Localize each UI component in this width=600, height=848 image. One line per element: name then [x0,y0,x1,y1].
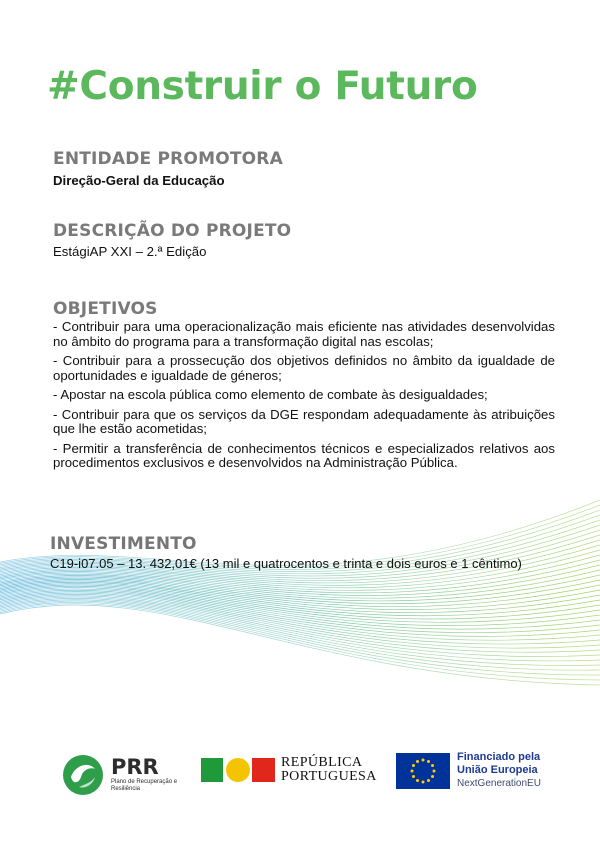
wave-line [0,570,600,598]
eu-star-icon [416,759,419,762]
wave-line [0,601,600,670]
eu-line3: NextGenerationEU [457,778,541,789]
portugal-flag-icon [201,757,275,783]
republica-line2: PORTUGUESA [281,769,377,784]
objective-item: - Permitir a transferência de conhecimentos técnicos e especializados relativos aos procedimentos exclusivos e desenvolvidos na Administração Pública. [53,440,555,470]
prr-name: PRR [111,755,159,779]
wave-line [0,581,600,613]
description-text: EstágiAP XXI – 2.ª Edição [53,244,207,259]
eu-star-icon [412,764,415,767]
objectives-title: OBJETIVOS [53,299,158,319]
republica-portuguesa-logo [201,756,377,784]
eu-flag-icon [396,753,450,789]
eu-star-icon [431,764,434,767]
eu-line2: União Europeia [457,764,538,776]
objective-item: - Contribuir para uma operacionalização mais eficiente nas atividades desenvolvidas no âmbito do programa para a transformação digital nas escolas; [53,319,555,349]
wave-line [0,600,600,666]
prr-emblem-icon [61,753,105,797]
eu-star-icon [412,775,415,778]
objective-item: - Apostar na escola pública como elemento de combate às desigualdades; [53,387,488,402]
objective-item: - Contribuir para que os serviços da DGE respondam adequadamente às atribuições que lhe estão acometidas; [53,406,555,436]
entity-title: ENTIDADE PROMOTORA [53,149,283,169]
entity-text: Direção-Geral da Educação [53,173,225,188]
prr-logo [61,753,183,797]
eu-star-icon [431,775,434,778]
eu-line1: Financiado pela [457,751,541,763]
eu-star-icon [422,758,425,761]
objectives-list [53,320,555,476]
eu-star-icon [427,759,430,762]
investment-title: INVESTIMENTO [50,534,197,554]
eu-star-icon [433,769,436,772]
eu-star-icon [427,779,430,782]
prr-subtitle: Plano de Recuperação e Resiliência [111,779,178,792]
decorative-waves [0,470,600,730]
eu-star-icon [416,779,419,782]
description-title: DESCRIÇÃO DO PROJETO [53,221,292,241]
footer-logos [0,745,600,805]
page-headline: #Construir o Futuro [47,64,478,109]
republica-line1: REPÚBLICA [281,755,363,770]
objective-item: - Contribuir para a prossecução dos objetivos definidos no âmbito da igualdade de oportunidades e igualdade de géneros; [53,353,555,383]
investment-text: C19-i07.05 – 13. 432,01€ (13 mil e quatrocentos e trinta e dois euros e 1 cêntimo) [50,556,522,571]
eu-star-icon [422,780,425,783]
eu-star-icon [411,769,414,772]
eu-funding-logo [396,751,541,790]
